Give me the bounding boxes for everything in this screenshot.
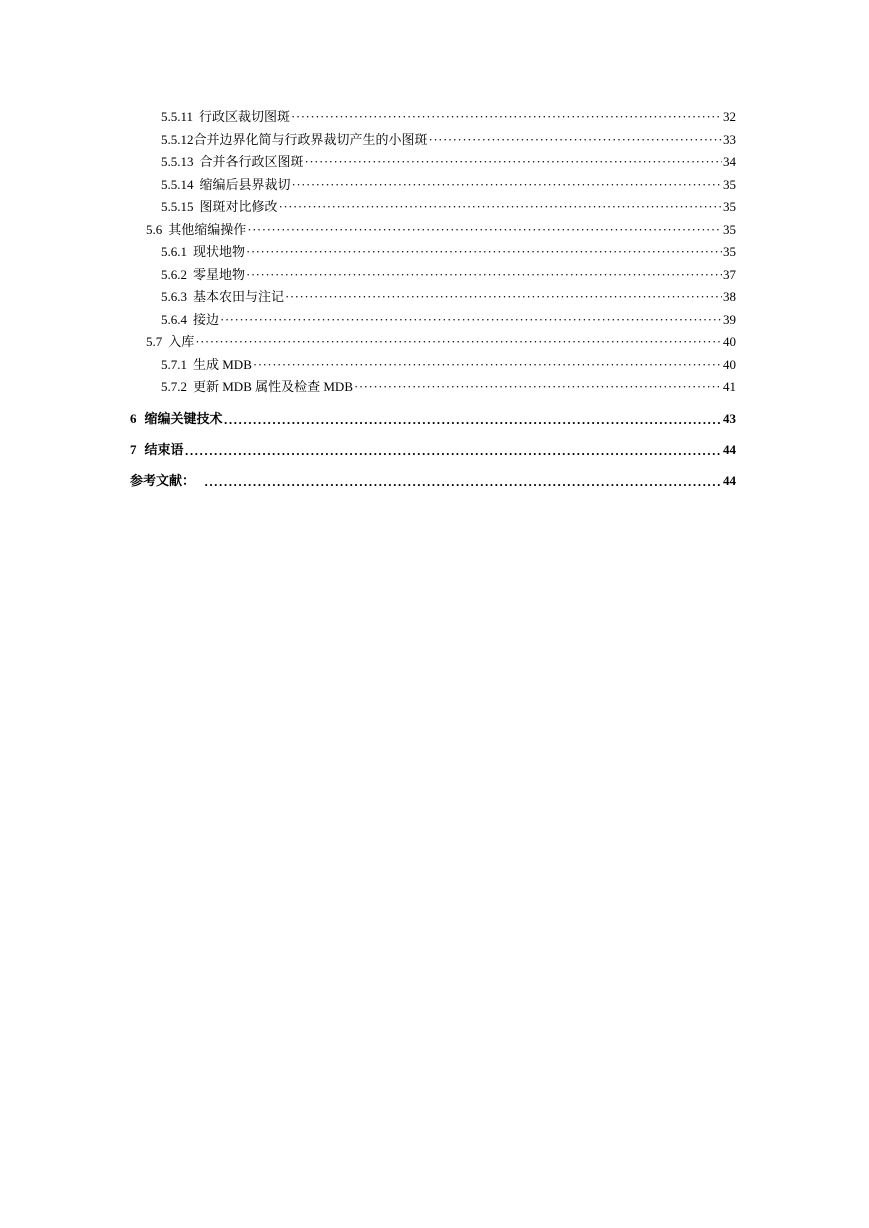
- toc-dot-leader: [246, 268, 722, 281]
- toc-entry-page: 40: [723, 356, 736, 372]
- toc-entry-page: 35: [723, 199, 736, 214]
- toc-entry-title: 现状地物: [193, 244, 246, 259]
- toc-dot-leader: [279, 201, 722, 214]
- toc-entry-number: 5.7.2: [161, 379, 187, 394]
- toc-entry-page: 40: [723, 334, 736, 349]
- toc-dot-leader: [220, 313, 722, 326]
- toc-entry-title: 合并边界化简与行政界裁切产生的小图斑: [193, 131, 428, 147]
- toc-chapter-title: 参考文献：: [130, 472, 196, 488]
- toc-entry[interactable]: [130, 354, 736, 377]
- toc-dot-leader: [246, 246, 722, 259]
- toc-chapter-entry[interactable]: [130, 465, 736, 496]
- toc-entry-title: 基本农田与注记: [193, 289, 285, 304]
- toc-entry[interactable]: [130, 286, 736, 309]
- toc-entry-page: 37: [723, 266, 736, 282]
- toc-entry-title: 图斑对比修改: [199, 199, 278, 214]
- toc-entry-title: 生成 MDB: [193, 356, 252, 372]
- toc-chapter-entry[interactable]: [130, 403, 736, 434]
- toc-entry-number: 5.5.13: [161, 154, 194, 169]
- toc-entry[interactable]: [130, 196, 736, 219]
- toc-chapter-number: 7: [130, 441, 137, 457]
- toc-entry-number: 5.7: [146, 334, 163, 349]
- toc-entry-page: 35: [723, 176, 736, 192]
- toc-entry-number: 5.5.11: [161, 109, 194, 124]
- toc-dot-leader: [224, 412, 722, 425]
- toc-entry-number: 5.6.3: [161, 289, 187, 304]
- toc-entry[interactable]: [130, 129, 736, 152]
- toc-entry-number: 5.6.2: [161, 266, 187, 282]
- toc-entry[interactable]: [130, 219, 736, 242]
- toc-dot-leader: [285, 291, 722, 304]
- toc-chapter-title: 结束语: [144, 441, 184, 457]
- toc-entry-title: 其他缩编操作: [168, 221, 247, 237]
- toc-entry[interactable]: [130, 174, 736, 197]
- toc-entry-title: 缩编后县界裁切: [199, 176, 291, 192]
- toc-dot-leader: [305, 156, 722, 169]
- toc-entry-page: 35: [723, 221, 736, 237]
- toc-entry[interactable]: [130, 376, 736, 399]
- toc-dot-leader: [291, 111, 722, 124]
- toc-entry[interactable]: [130, 106, 736, 129]
- toc-entry-page: 35: [723, 244, 736, 259]
- toc-dot-leader: [253, 358, 722, 371]
- toc-entry-number: 5.5.14: [161, 176, 194, 192]
- toc-entry-page: 33: [723, 131, 736, 147]
- toc-entry-page: 39: [723, 311, 736, 327]
- toc-entry-page: 38: [723, 289, 736, 304]
- toc-entry[interactable]: [130, 309, 736, 332]
- toc-dot-leader: [195, 336, 722, 349]
- toc-entry-page: 34: [723, 154, 736, 169]
- toc-chapter-title: 缩编关键技术: [144, 410, 223, 426]
- toc-chapter-page: 43: [723, 410, 736, 426]
- toc-entry-page: 32: [723, 109, 736, 124]
- toc-entry[interactable]: [130, 151, 736, 174]
- toc-entry-title: 零星地物: [193, 266, 246, 282]
- toc-chapter-number: 6: [130, 410, 137, 426]
- toc-entry-number: 5.6.1: [161, 244, 187, 259]
- toc-dot-leader: [354, 381, 722, 394]
- toc-entry-number: 5.6: [146, 221, 163, 237]
- toc-chapter-page: 44: [723, 472, 736, 488]
- toc-entry-title: 入库: [168, 334, 195, 349]
- toc-entry-page: 41: [723, 379, 736, 394]
- toc-dot-leader: [247, 223, 722, 236]
- toc-dot-leader: [429, 133, 722, 146]
- toc-entry-title: 更新 MDB 属性及检查 MDB: [193, 379, 353, 394]
- toc-entry-number: 5.5.15: [161, 199, 194, 214]
- toc-entry-number: 5.7.1: [161, 356, 187, 372]
- toc-entry-title: 接边: [193, 311, 220, 327]
- toc-entry[interactable]: [130, 241, 736, 264]
- toc-dot-leader: [185, 443, 722, 456]
- toc-entry-number: 5.6.4: [161, 311, 187, 327]
- toc-dot-leader: [204, 474, 722, 487]
- toc-dot-leader: [292, 178, 722, 191]
- toc-entry-title: 行政区裁切图斑: [199, 109, 291, 124]
- toc-entry-title: 合并各行政区图斑: [199, 154, 304, 169]
- toc-entry[interactable]: [130, 264, 736, 287]
- toc-entry-number: 5.5.12: [161, 131, 194, 147]
- table-of-contents: [130, 106, 736, 496]
- toc-entry[interactable]: [130, 331, 736, 354]
- toc-chapter-page: 44: [723, 441, 736, 457]
- toc-chapter-entry[interactable]: [130, 434, 736, 465]
